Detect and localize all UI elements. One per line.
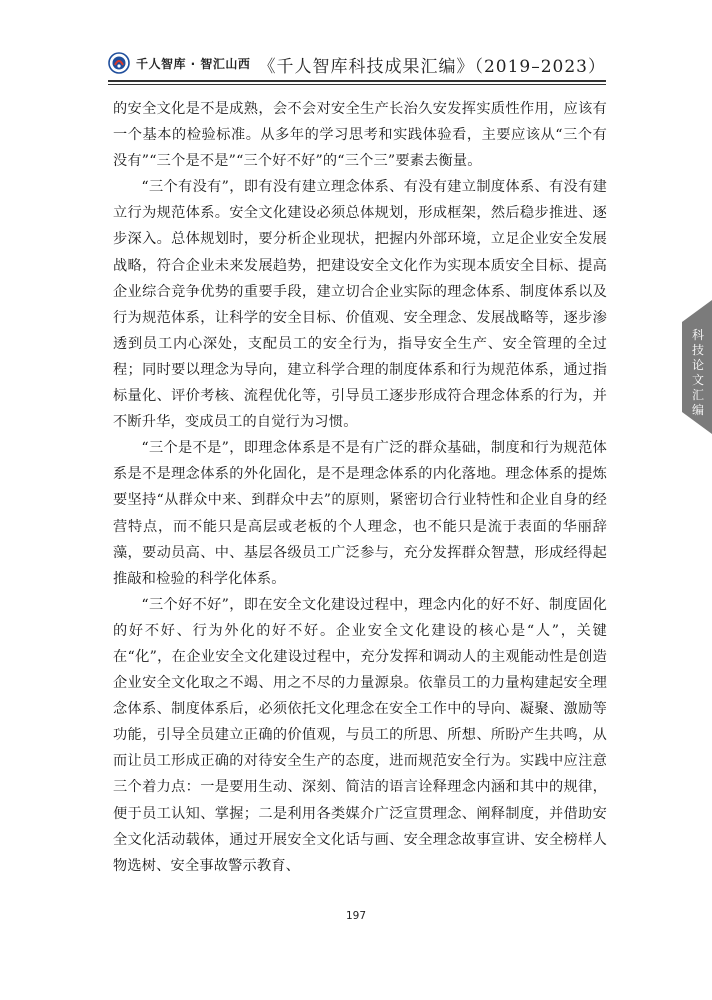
page-header xyxy=(108,44,606,84)
section-tab-label: 科技论文汇编 xyxy=(691,328,704,417)
publisher-logo xyxy=(108,51,250,75)
paragraph: “三个有没有”，即有没有建立理念体系、有没有建立制度体系、有没有建立行为规范体系。安全文化建设必须总体规划，形成框架，然后稳步推进、逐步深入。总体规划时，要分析企业现状，把握内外部环境，立足企业安全发展战略，符合企业未来发展趋势，把建设安全文化作为实现本质安全目标、提高企业综合竞争优势的重要手段，建立切合企业实际的理念体系、制度体系以及行为规范体系，让科学的安全目标、价值观、安全理念、发展战略等，逐步渗透到员工内心深处，支配员工的安全行为，指导安全生产、安全管理的全过程；同时要以理念为导向，建立科学合理的制度体系和行为规范体系，通过指标量化、评价考核、流程优化等，引导员工逐步形成符合理念体系的行为，并不断升华，变成员工的自觉行为习惯。 xyxy=(113,179,607,431)
logo-emblem-icon xyxy=(108,52,130,74)
paragraph: “三个好不好”，即在安全文化建设过程中，理念内化的好不好、制度固化的好不好、行为外化的好不好。企业安全文化建设的核心是“人”，关键在“化”，在企业安全文化建设过程中，充分发挥和调动人的主观能动性是创造企业安全文化取之不竭、用之不尽的力量源泉。依靠员工的力量构建起安全理念体系、制度体系后，必须依托文化理念在安全工作中的导向、凝聚、激励等功能，引导全员建立正确的价值观，与员工的所思、所想、所盼产生共鸣，从而让员工形成正确的对待安全生产的态度，进而规范安全行为。实践中应注意三个着力点：一是要用生动、深刻、简洁的语言诠释理念内涵和其中的规律，便于员工认知、掌握；二是利用各类媒介广泛宣贯理念、阐释制度，并借助安全文化活动载体，通过开展安全文化话与画、安全理念故事宣讲、安全榜样人物选树、安全事故警示教育、 xyxy=(113,596,607,874)
paragraph: “三个是不是”，即理念体系是不是有广泛的群众基础，制度和行为规范体系是不是理念体系的外化固化，是不是理念体系的内化落地。理念体系的提炼要坚持“从群众中来、到群众中去”的原则，紧密切合行业特性和企业自身的经营特点，而不能只是高层或老板的个人理念，也不能只是流于表面的华丽辞藻，要动员高、中、基层各级员工广泛参与，充分发挥群众智慧，形成经得起推敲和检验的科学化体系。 xyxy=(113,440,607,587)
body-text xyxy=(113,96,607,879)
logo-text: 千人智库 · 智汇山西 xyxy=(136,56,251,71)
header-divider-thin xyxy=(108,84,606,85)
header-divider xyxy=(108,80,606,82)
paragraph: 的安全文化是不是成熟，会不会对安全生产长治久安发挥实质性作用，应该有一个基本的检验标准。从多年的学习思考和实践体验看，主要应该从“三个有没有”“三个是不是”“三个好不好”的“三个三”要素去衡量。 xyxy=(113,101,607,170)
book-title: 《千人智库科技成果汇编》（2019–2023） xyxy=(258,57,606,77)
page-number: 197 xyxy=(345,910,367,922)
